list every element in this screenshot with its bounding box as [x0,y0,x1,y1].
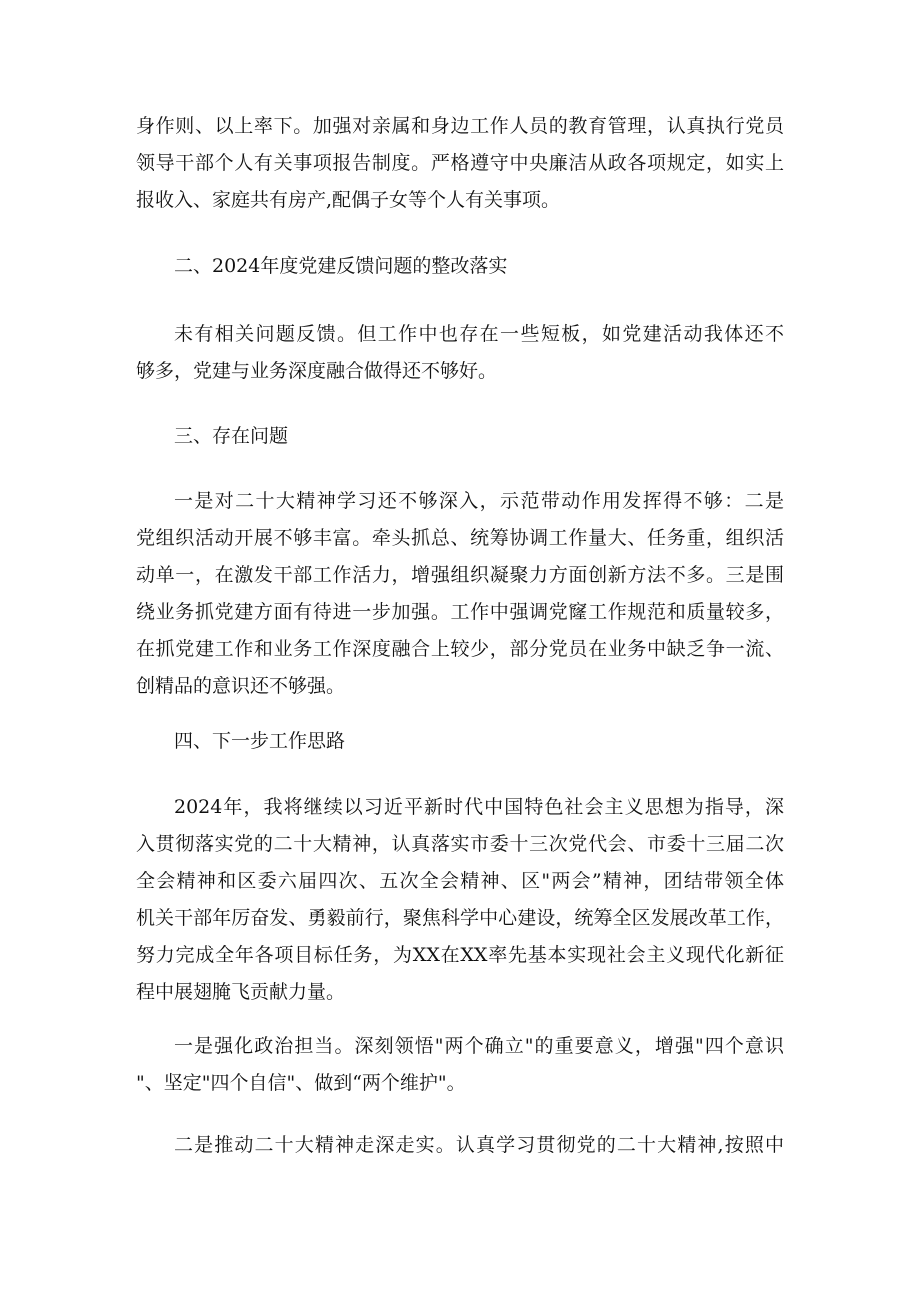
text-line: 在抓党建工作和业务工作深度融合上较少，部分党员在业务中缺乏争一流、 [136,638,784,660]
heading-text: 二、2024年度党建反馈问题的整改落实 [174,255,508,277]
paragraph-political [136,1028,784,1102]
text-line: 程中展翅腌飞贡献力量。 [136,981,346,1003]
text-line: 入贯彻落实党的二十大精神，认真落实市委十三次党代会、市委十三届二次 [136,833,784,855]
text-line: 机关干部年厉奋发、勇毅前行，聚焦科学中心建设，统筹全区发展改革工作， [136,907,784,929]
text-line: 创精品的意识还不够强。 [136,675,346,697]
section-heading-3 [136,418,784,455]
text-line: 绕业务抓党建方面有待进一步加强。工作中强调党窿工作规范和质量较多， [136,601,784,623]
text-line: 未有相关问题反馈。但工作中也存在一些短板，如党建活动我体还不 [174,323,784,345]
heading-text: 三、存在问题 [174,425,289,447]
paragraph-next-steps [136,789,784,1011]
text-line: 报收入、家庭共有房产,配偶子女等个人有关事项。 [136,189,561,211]
text-line: "、坚定"四个自信"、做到“两个维护"。 [136,1072,466,1094]
text-line: 一是强化政治担当。深刻领悟"两个确立"的重要意义，增强"四个意识 [174,1035,784,1057]
text-line: 够多，党建与业务深度融合做得还不够好。 [136,360,498,382]
text-line: 2024年，我将继续以习近平新时代中国特色社会主义思想为指导，深 [174,796,784,818]
paragraph-feedback [136,316,784,390]
text-line: 领导干部个人有关事项报告制度。严格遵守中央廉洁从政各项规定，如实上 [136,152,784,174]
paragraph-personal-conduct [136,108,784,219]
text-line: 党组织活动开展不够丰富。牵头抓总、统筹协调工作量大、任务重，组织活 [136,527,784,549]
section-heading-4 [136,723,784,760]
heading-text: 四、下一步工作思路 [174,730,346,752]
paragraph-twentieth-congress [136,1127,784,1164]
text-line: 身作则、以上率下。加强对亲属和身边工作人员的教育管理，认真执行党员 [136,115,784,137]
text-line: 努力完成全年各项目标任务，为XX在XX率先基本实现社会主义现代化新征 [136,944,784,966]
text-line: 二是推动二十大精神走深走实。认真学习贯彻党的二十大精神,按照中 [174,1134,784,1156]
text-line: 一是对二十大精神学习还不够深入，示范带动作用发挥得不够：二是 [174,490,784,512]
paragraph-problems [136,483,784,705]
text-line: 动单一，在激发干部工作活力，增强组织凝聚力方面创新方法不多。三是围 [136,564,784,586]
section-heading-2 [136,248,784,285]
text-line: 全会精神和区委六届四次、五次全会精神、区"两会”精神，团结带领全体 [136,870,784,892]
